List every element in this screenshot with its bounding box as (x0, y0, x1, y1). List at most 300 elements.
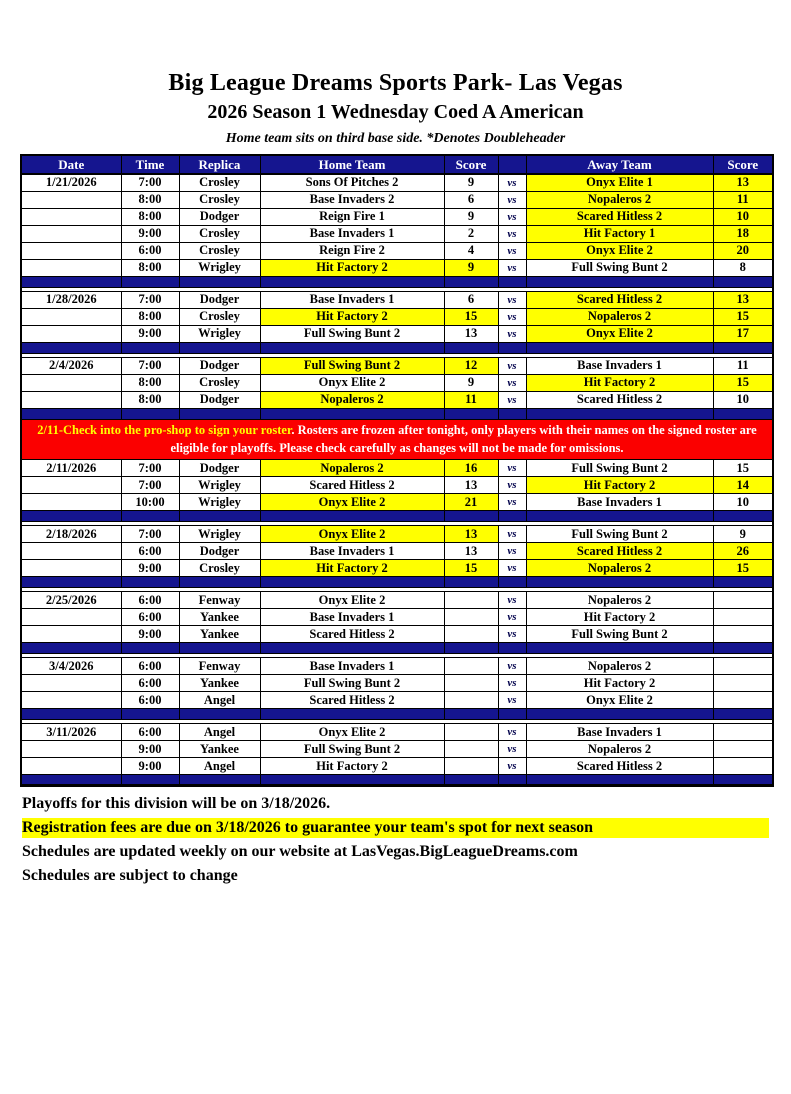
separator-cell (179, 276, 260, 287)
vs-cell: vs (498, 308, 526, 325)
separator-cell (121, 643, 179, 654)
replica-cell: Crosley (179, 560, 260, 577)
playoffs-note: Playoffs for this division will be on 3/18/2026. (22, 795, 331, 812)
home-score-cell (444, 609, 498, 626)
game-row (21, 609, 773, 626)
time-cell: 8:00 (121, 208, 179, 225)
away-score-cell (713, 724, 773, 741)
home-team-cell: Onyx Elite 2 (260, 494, 444, 511)
home-score-cell: 15 (444, 560, 498, 577)
away-score-cell: 10 (713, 208, 773, 225)
separator-cell (21, 342, 121, 353)
time-cell: 6:00 (121, 242, 179, 259)
date-cell (21, 692, 121, 709)
away-score-cell (713, 658, 773, 675)
home-score-cell: 15 (444, 308, 498, 325)
date-cell (21, 225, 121, 242)
separator-cell (526, 408, 713, 419)
date-cell (21, 758, 121, 775)
away-score-cell: 15 (713, 308, 773, 325)
time-cell: 8:00 (121, 374, 179, 391)
home-team-cell: Base Invaders 1 (260, 543, 444, 560)
home-team-cell: Base Invaders 1 (260, 609, 444, 626)
vs-cell: vs (498, 325, 526, 342)
date-cell (21, 374, 121, 391)
date-cell (21, 308, 121, 325)
away-team-cell: Onyx Elite 1 (526, 174, 713, 191)
time-cell: 9:00 (121, 560, 179, 577)
separator-cell (121, 511, 179, 522)
away-team-cell: Scared Hitless 2 (526, 291, 713, 308)
separator-cell (179, 408, 260, 419)
time-cell: 9:00 (121, 741, 179, 758)
away-score-cell: 10 (713, 391, 773, 408)
home-team-cell: Scared Hitless 2 (260, 477, 444, 494)
separator-cell (21, 643, 121, 654)
replica-cell: Crosley (179, 374, 260, 391)
home-score-cell: 13 (444, 526, 498, 543)
home-score-cell: 13 (444, 325, 498, 342)
replica-cell: Wrigley (179, 259, 260, 276)
separator-cell (498, 775, 526, 786)
home-score-cell: 2 (444, 225, 498, 242)
game-row (21, 325, 773, 342)
game-row (21, 758, 773, 775)
game-row (21, 242, 773, 259)
schedule-page (0, 70, 791, 886)
game-row (21, 626, 773, 643)
away-team-cell: Nopaleros 2 (526, 308, 713, 325)
away-score-cell (713, 592, 773, 609)
separator-cell (179, 709, 260, 720)
game-row (21, 741, 773, 758)
block-separator-row (21, 709, 773, 720)
block-separator-row (21, 408, 773, 419)
separator-cell (713, 342, 773, 353)
game-row (21, 494, 773, 511)
time-cell: 6:00 (121, 692, 179, 709)
home-score-cell (444, 692, 498, 709)
column-header-time: Time (121, 155, 179, 174)
vs-cell: vs (498, 560, 526, 577)
home-score-cell: 9 (444, 374, 498, 391)
column-header-date: Date (21, 155, 121, 174)
replica-cell: Angel (179, 692, 260, 709)
replica-cell: Yankee (179, 609, 260, 626)
date-cell (21, 477, 121, 494)
registration-fees-note: Registration fees are due on 3/18/2026 to guarantee your team's spot for next season (22, 818, 769, 838)
separator-cell (179, 775, 260, 786)
vs-cell: vs (498, 526, 526, 543)
vs-cell: vs (498, 208, 526, 225)
game-row (21, 259, 773, 276)
date-cell: 1/28/2026 (21, 291, 121, 308)
away-score-cell (713, 626, 773, 643)
home-team-cell: Full Swing Bunt 2 (260, 325, 444, 342)
home-score-cell (444, 658, 498, 675)
away-team-cell: Hit Factory 2 (526, 609, 713, 626)
separator-cell (21, 775, 121, 786)
replica-cell: Wrigley (179, 494, 260, 511)
game-row (21, 208, 773, 225)
separator-cell (21, 408, 121, 419)
separator-cell (498, 511, 526, 522)
vs-cell: vs (498, 692, 526, 709)
date-cell: 3/11/2026 (21, 724, 121, 741)
separator-cell (21, 511, 121, 522)
game-row (21, 675, 773, 692)
separator-cell (444, 709, 498, 720)
home-score-cell: 11 (444, 391, 498, 408)
home-team-cell: Hit Factory 2 (260, 308, 444, 325)
home-score-cell: 9 (444, 259, 498, 276)
away-team-cell: Scared Hitless 2 (526, 391, 713, 408)
home-team-cell: Base Invaders 1 (260, 225, 444, 242)
time-cell: 6:00 (121, 675, 179, 692)
home-team-cell: Sons Of Pitches 2 (260, 174, 444, 191)
game-row (21, 724, 773, 741)
separator-cell (179, 643, 260, 654)
date-cell (21, 560, 121, 577)
away-score-cell: 20 (713, 242, 773, 259)
subject-to-change-note: Schedules are subject to change (22, 867, 238, 884)
roster-notice-rest-text: . Rosters are frozen after tonight, only players with their names on the signed roster are eligible for playoffs. Please check carefully as changes will not be made for omissions. (170, 422, 757, 456)
away-score-cell (713, 741, 773, 758)
date-cell (21, 208, 121, 225)
block-separator-row (21, 577, 773, 588)
home-score-cell: 16 (444, 460, 498, 477)
column-header-away-team: Away Team (526, 155, 713, 174)
separator-cell (260, 775, 444, 786)
date-cell (21, 543, 121, 560)
home-team-cell: Onyx Elite 2 (260, 592, 444, 609)
away-team-cell: Scared Hitless 2 (526, 758, 713, 775)
column-header-spacer (498, 155, 526, 174)
website-note: Schedules are updated weekly on our website at LasVegas.BigLeagueDreams.com (22, 843, 578, 860)
away-team-cell: Nopaleros 2 (526, 741, 713, 758)
separator-cell (121, 775, 179, 786)
away-score-cell: 10 (713, 494, 773, 511)
separator-cell (526, 709, 713, 720)
vs-cell: vs (498, 724, 526, 741)
separator-cell (179, 511, 260, 522)
vs-cell: vs (498, 391, 526, 408)
separator-cell (444, 408, 498, 419)
time-cell: 9:00 (121, 225, 179, 242)
separator-cell (179, 342, 260, 353)
replica-cell: Crosley (179, 174, 260, 191)
separator-cell (713, 709, 773, 720)
time-cell: 8:00 (121, 308, 179, 325)
game-row (21, 174, 773, 191)
away-score-cell: 26 (713, 543, 773, 560)
column-header-score-home: Score (444, 155, 498, 174)
separator-cell (179, 577, 260, 588)
vs-cell: vs (498, 460, 526, 477)
separator-cell (713, 511, 773, 522)
game-row (21, 560, 773, 577)
time-cell: 7:00 (121, 526, 179, 543)
home-team-cell: Full Swing Bunt 2 (260, 741, 444, 758)
game-row (21, 374, 773, 391)
home-team-cell: Base Invaders 1 (260, 291, 444, 308)
vs-cell: vs (498, 626, 526, 643)
home-team-cell: Full Swing Bunt 2 (260, 675, 444, 692)
home-score-cell: 6 (444, 291, 498, 308)
replica-cell: Dodger (179, 391, 260, 408)
home-score-cell (444, 724, 498, 741)
date-cell (21, 242, 121, 259)
time-cell: 7:00 (121, 357, 179, 374)
replica-cell: Wrigley (179, 325, 260, 342)
home-score-cell: 21 (444, 494, 498, 511)
home-score-cell (444, 758, 498, 775)
separator-cell (526, 511, 713, 522)
vs-cell: vs (498, 658, 526, 675)
date-cell (21, 391, 121, 408)
time-cell: 9:00 (121, 758, 179, 775)
separator-cell (498, 643, 526, 654)
separator-cell (444, 342, 498, 353)
column-header-score-away: Score (713, 155, 773, 174)
away-team-cell: Base Invaders 1 (526, 724, 713, 741)
separator-cell (21, 276, 121, 287)
vs-cell: vs (498, 477, 526, 494)
time-cell: 8:00 (121, 259, 179, 276)
separator-cell (526, 643, 713, 654)
vs-cell: vs (498, 609, 526, 626)
away-score-cell: 11 (713, 357, 773, 374)
time-cell: 7:00 (121, 477, 179, 494)
separator-cell (260, 643, 444, 654)
date-cell: 3/4/2026 (21, 658, 121, 675)
home-score-cell (444, 592, 498, 609)
away-score-cell: 15 (713, 374, 773, 391)
block-separator-row (21, 342, 773, 353)
separator-cell (498, 408, 526, 419)
page-title: Big League Dreams Sports Park- Las Vegas (168, 70, 623, 96)
separator-cell (260, 577, 444, 588)
home-team-cell: Hit Factory 2 (260, 560, 444, 577)
time-cell: 7:00 (121, 174, 179, 191)
separator-cell (121, 577, 179, 588)
vs-cell: vs (498, 592, 526, 609)
date-cell: 2/11/2026 (21, 460, 121, 477)
separator-cell (121, 709, 179, 720)
date-cell (21, 675, 121, 692)
home-team-note: Home team sits on third base side. *Denotes Doubleheader (225, 131, 566, 146)
away-score-cell (713, 692, 773, 709)
away-team-cell: Full Swing Bunt 2 (526, 460, 713, 477)
footer (22, 794, 791, 886)
away-team-cell: Scared Hitless 2 (526, 208, 713, 225)
away-score-cell: 15 (713, 560, 773, 577)
game-row (21, 526, 773, 543)
game-row (21, 225, 773, 242)
game-row (21, 357, 773, 374)
game-row (21, 658, 773, 675)
home-team-cell: Onyx Elite 2 (260, 374, 444, 391)
table-header-row (21, 155, 773, 174)
away-team-cell: Scared Hitless 2 (526, 543, 713, 560)
separator-cell (498, 577, 526, 588)
time-cell: 9:00 (121, 325, 179, 342)
time-cell: 7:00 (121, 291, 179, 308)
home-score-cell (444, 675, 498, 692)
replica-cell: Crosley (179, 308, 260, 325)
away-team-cell: Onyx Elite 2 (526, 325, 713, 342)
block-separator-row (21, 775, 773, 786)
replica-cell: Dodger (179, 357, 260, 374)
time-cell: 8:00 (121, 391, 179, 408)
away-team-cell: Hit Factory 1 (526, 225, 713, 242)
date-cell (21, 191, 121, 208)
home-team-cell: Onyx Elite 2 (260, 724, 444, 741)
separator-cell (121, 342, 179, 353)
home-score-cell: 12 (444, 357, 498, 374)
away-score-cell (713, 675, 773, 692)
separator-cell (444, 511, 498, 522)
date-cell: 1/21/2026 (21, 174, 121, 191)
away-score-cell: 18 (713, 225, 773, 242)
replica-cell: Wrigley (179, 477, 260, 494)
separator-cell (260, 276, 444, 287)
separator-cell (498, 342, 526, 353)
home-team-cell: Onyx Elite 2 (260, 526, 444, 543)
separator-cell (526, 775, 713, 786)
separator-cell (444, 577, 498, 588)
column-header-replica: Replica (179, 155, 260, 174)
separator-cell (713, 276, 773, 287)
replica-cell: Dodger (179, 291, 260, 308)
replica-cell: Crosley (179, 242, 260, 259)
roster-notice-cell (21, 419, 773, 460)
home-team-cell: Hit Factory 2 (260, 259, 444, 276)
away-score-cell: 14 (713, 477, 773, 494)
replica-cell: Dodger (179, 543, 260, 560)
separator-cell (498, 276, 526, 287)
away-team-cell: Full Swing Bunt 2 (526, 626, 713, 643)
home-team-cell: Reign Fire 2 (260, 242, 444, 259)
schedule-table (20, 154, 774, 787)
home-team-cell: Nopaleros 2 (260, 391, 444, 408)
date-cell: 2/4/2026 (21, 357, 121, 374)
away-team-cell: Full Swing Bunt 2 (526, 259, 713, 276)
time-cell: 6:00 (121, 543, 179, 560)
away-team-cell: Hit Factory 2 (526, 374, 713, 391)
block-separator-row (21, 511, 773, 522)
separator-cell (260, 342, 444, 353)
time-cell: 9:00 (121, 626, 179, 643)
home-team-cell: Base Invaders 1 (260, 658, 444, 675)
replica-cell: Dodger (179, 460, 260, 477)
separator-cell (713, 775, 773, 786)
separator-cell (713, 408, 773, 419)
separator-cell (260, 709, 444, 720)
home-score-cell: 9 (444, 208, 498, 225)
home-score-cell: 13 (444, 543, 498, 560)
home-team-cell: Hit Factory 2 (260, 758, 444, 775)
game-row (21, 460, 773, 477)
vs-cell: vs (498, 357, 526, 374)
vs-cell: vs (498, 758, 526, 775)
away-team-cell: Onyx Elite 2 (526, 242, 713, 259)
replica-cell: Crosley (179, 191, 260, 208)
away-team-cell: Nopaleros 2 (526, 658, 713, 675)
time-cell: 8:00 (121, 191, 179, 208)
home-team-cell: Full Swing Bunt 2 (260, 357, 444, 374)
roster-notice-row (21, 419, 773, 460)
away-team-cell: Nopaleros 2 (526, 191, 713, 208)
roster-notice-highlight-text: 2/11-Check into the pro-shop to sign your roster (37, 422, 292, 437)
game-row (21, 692, 773, 709)
separator-cell (260, 408, 444, 419)
replica-cell: Angel (179, 758, 260, 775)
separator-cell (526, 577, 713, 588)
time-cell: 6:00 (121, 658, 179, 675)
replica-cell: Fenway (179, 658, 260, 675)
home-team-cell: Base Invaders 2 (260, 191, 444, 208)
home-team-cell: Reign Fire 1 (260, 208, 444, 225)
replica-cell: Yankee (179, 741, 260, 758)
home-score-cell: 6 (444, 191, 498, 208)
separator-cell (444, 775, 498, 786)
vs-cell: vs (498, 242, 526, 259)
replica-cell: Wrigley (179, 526, 260, 543)
away-team-cell: Hit Factory 2 (526, 477, 713, 494)
home-team-cell: Scared Hitless 2 (260, 626, 444, 643)
date-cell (21, 325, 121, 342)
time-cell: 6:00 (121, 609, 179, 626)
away-score-cell: 8 (713, 259, 773, 276)
block-separator-row (21, 276, 773, 287)
date-cell (21, 494, 121, 511)
away-score-cell: 11 (713, 191, 773, 208)
replica-cell: Fenway (179, 592, 260, 609)
separator-cell (713, 643, 773, 654)
separator-cell (498, 709, 526, 720)
date-cell: 2/18/2026 (21, 526, 121, 543)
away-team-cell: Nopaleros 2 (526, 560, 713, 577)
separator-cell (121, 276, 179, 287)
away-score-cell: 15 (713, 460, 773, 477)
replica-cell: Yankee (179, 626, 260, 643)
vs-cell: vs (498, 675, 526, 692)
game-row (21, 477, 773, 494)
game-row (21, 391, 773, 408)
away-team-cell: Onyx Elite 2 (526, 692, 713, 709)
replica-cell: Yankee (179, 675, 260, 692)
date-cell (21, 609, 121, 626)
time-cell: 7:00 (121, 460, 179, 477)
away-score-cell: 13 (713, 174, 773, 191)
home-team-cell: Scared Hitless 2 (260, 692, 444, 709)
replica-cell: Crosley (179, 225, 260, 242)
date-cell (21, 626, 121, 643)
away-team-cell: Full Swing Bunt 2 (526, 526, 713, 543)
division-subtitle: 2026 Season 1 Wednesday Coed A American (207, 101, 584, 123)
home-score-cell: 4 (444, 242, 498, 259)
away-score-cell: 9 (713, 526, 773, 543)
away-team-cell: Hit Factory 2 (526, 675, 713, 692)
away-score-cell (713, 609, 773, 626)
vs-cell: vs (498, 259, 526, 276)
vs-cell: vs (498, 741, 526, 758)
home-team-cell: Nopaleros 2 (260, 460, 444, 477)
time-cell: 10:00 (121, 494, 179, 511)
replica-cell: Angel (179, 724, 260, 741)
game-row (21, 291, 773, 308)
